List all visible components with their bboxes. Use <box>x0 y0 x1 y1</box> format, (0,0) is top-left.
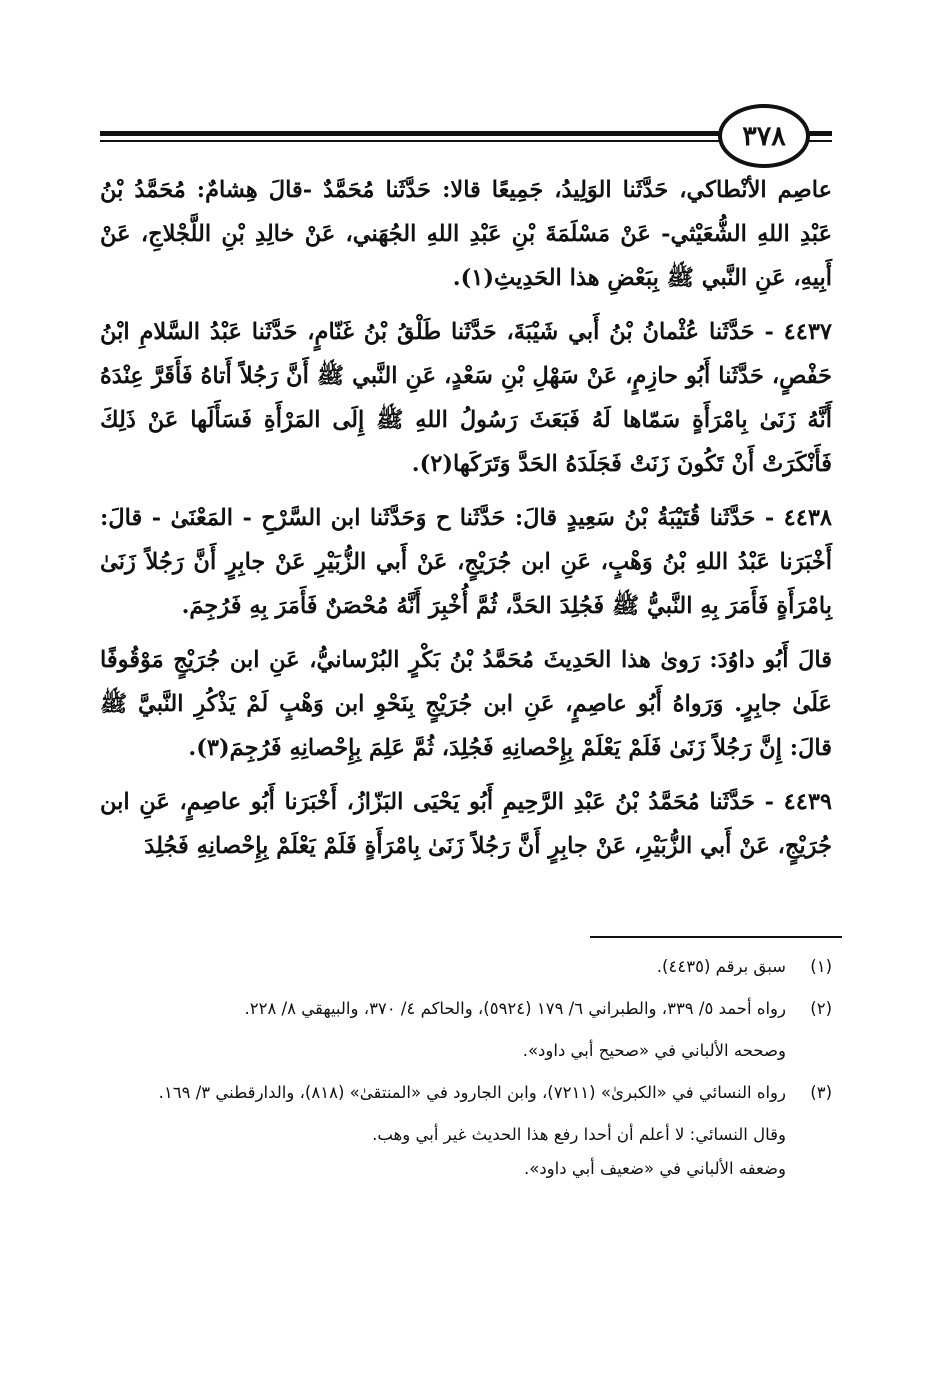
footnote-number: (٣) <box>810 1083 832 1102</box>
paragraph: قالَ أَبُو داوُدَ: رَوىٰ هذا الحَدِيثَ مُحَمَّدُ بْنُ بَكْرٍ البُرْسانيُّ، عَنِ ابن جُرَيْجٍ مَوْقُوفًا عَلَىٰ جابِرٍ. وَرَواهُ أَبُو عاصِمٍ، عَنِ ابن جُرَيْجٍ بِنَحْوِ ابن وَهْبٍ لَمْ يَذْكُرِ النَّبيَّ ﷺ قالَ: إِنَّ رَجُلاً زَنَىٰ فَلَمْ يَعْلَمْ بِإِحْصانِهِ فَجُلِدَ، ثُمَّ عَلِمَ بِإِحْصانِهِ فَرُجِمَ(٣). <box>100 647 832 761</box>
paragraph: ٤٤٣٧ - حَدَّثَنا عُثْمانُ بْنُ أَبي شَيْبَةَ، حَدَّثَنا طَلْقُ بْنُ غَنّامٍ، حَدَّثَنا عَبْدُ السَّلامِ ابْنُ حَفْصٍ، حَدَّثَنا أَبُو حازِمٍ، عَنْ سَهْلِ بْنِ سَعْدٍ، عَنِ النَّبي ﷺ أَنَّ رَجُلاً أَتاهُ فَأَقَرَّ عِنْدَهُ أَنَّهُ زَنَىٰ بِامْرَأَةٍ سَمّاها لَهُ فَبَعَثَ رَسُولُ اللهِ ﷺ إِلَى المَرْأَةِ فَسَأَلَها عَنْ ذَلِكَ فَأَنْكَرَتْ أَنْ تَكُونَ زَنَتْ فَجَلَدَهُ الحَدَّ وَتَرَكَها(٢). <box>100 319 832 477</box>
footnote-text: سبق برقم (٤٤٣٥). <box>656 957 786 976</box>
footnote-number: (٢) <box>810 999 832 1018</box>
paragraph: ٤٤٣٨ - حَدَّثَنا قُتَيْبَةُ بْنُ سَعِيدٍ قالَ: حَدَّثَنا ح وَحَدَّثَنا ابن السَّرْحِ - المَعْنَىٰ - قالَ: أَخْبَرَنا عَبْدُ اللهِ بْنُ وَهْبٍ، عَنِ ابن جُرَيْجٍ، عَنْ أَبي الزُّبَيْرِ عَنْ جابِرٍ أَنَّ رَجُلاً زَنَىٰ بِامْرَأَةٍ فَأَمَرَ بِهِ النَّبيُّ ﷺ فَجُلِدَ الحَدَّ، ثُمَّ أُخْبِرَ أَنَّهُ مُحْصَنٌ فَأَمَرَ بِهِ فَرُجِمَ. <box>100 505 832 619</box>
footnote-text: رواه أحمد ٥/ ٣٣٩، والطبراني ٦/ ١٧٩ (٥٩٢٤)، والحاكم ٤/ ٣٧٠، والبيهقي ٨/ ٢٢٨. <box>244 999 786 1018</box>
header-rule-thin <box>100 140 720 142</box>
footnotes <box>100 950 832 1194</box>
footnote-text: وقال النسائي: لا أعلم أن أحدا رفع هذا الحديث غير أبي وهب. <box>372 1125 786 1144</box>
footnote-body <box>100 1076 786 1186</box>
header-rule-tail-thick <box>808 131 832 136</box>
header-rule-thick <box>100 131 720 136</box>
footnote-divider <box>590 936 842 938</box>
footnote-text: وصححه الألباني في «صحيح أبي داود». <box>522 1041 786 1060</box>
footnote-number: (١) <box>810 957 832 976</box>
paragraph: ٤٤٣٩ - حَدَّثَنا مُحَمَّدُ بْنُ عَبْدِ الرَّحِيمِ أَبُو يَحْيَى البَزّازُ، أَخْبَرَنا أَبُو عاصِمٍ، عَنِ ابن جُرَيْجٍ، عَنْ أَبي الزُّبَيْرِ، عَنْ جابِرٍ أَنَّ رَجُلاً زَنَىٰ بِامْرَأَةٍ فَلَمْ يَعْلَمْ بِإِحْصانِهِ فَجُلِدَ <box>100 789 832 859</box>
page-header <box>100 100 832 170</box>
footnote-text: رواه النسائي في «الكبرىٰ» (٧٢١١)، وابن الجارود في «المنتقىٰ» (٨١٨)، والدارقطني ٣/ ١٦٩. <box>158 1083 786 1102</box>
footnote-item <box>100 950 832 984</box>
paragraph: عاصِم الأنْطاكي، حَدَّثَنا الوَلِيدُ، جَمِيعًا قالا: حَدَّثَنا مُحَمَّدٌ -قالَ هِشامٌ: مُحَمَّدُ بْنُ عَبْدِ اللهِ الشُّعَيْثي- عَنْ مَسْلَمَةَ بْنِ عَبْدِ اللهِ الجُهَني، عَنْ خالِدِ بْنِ اللَّجْلاجِ، عَنْ أَبِيهِ، عَنِ النَّبي ﷺ بِبَعْضِ هذا الحَدِيثِ(١). <box>100 177 832 291</box>
footnote-text: وضعفه الألباني في «ضعيف أبي داود». <box>523 1159 786 1178</box>
header-rule-tail-thin <box>808 140 832 142</box>
page-number: ٣٧٨ <box>718 104 810 168</box>
footnote-body <box>100 992 786 1068</box>
footnote-item <box>100 992 832 1068</box>
footnote-body <box>100 950 786 984</box>
footnote-item <box>100 1076 832 1186</box>
main-text <box>100 168 832 878</box>
